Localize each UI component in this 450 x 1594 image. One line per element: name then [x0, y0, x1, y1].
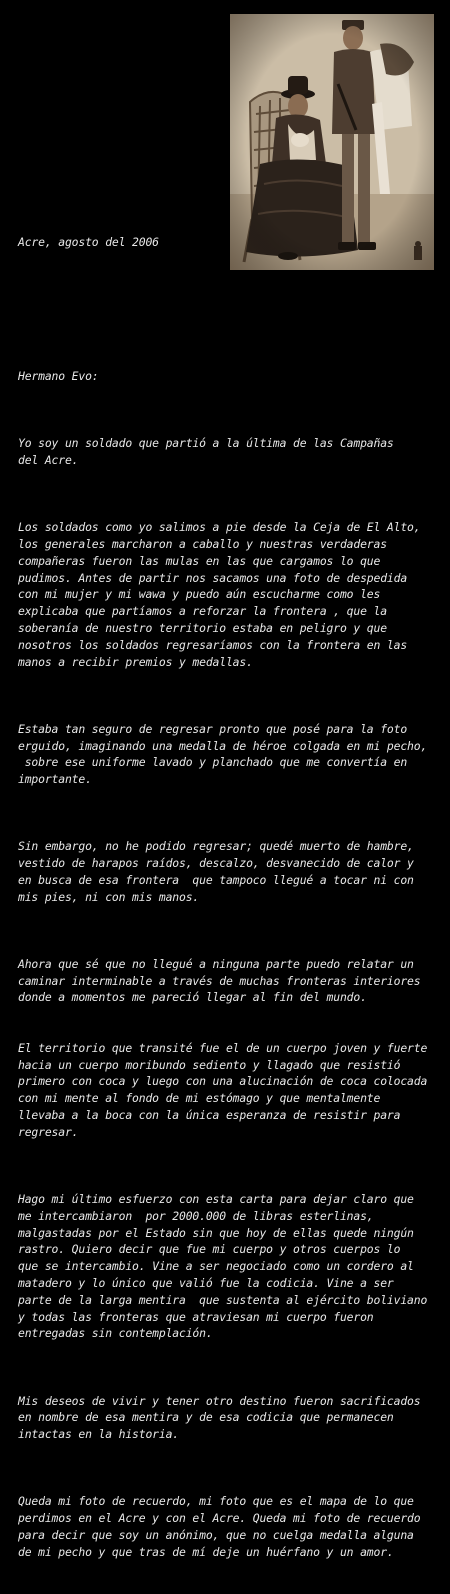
letter-paragraph: Yo soy un soldado que partió a la última de las Campañas del Acre.	[18, 436, 394, 467]
letter-salutation: Hermano Evo:	[18, 368, 99, 383]
letter-paragraph: Mis deseos de vivir y tener otro destino fueron sacrificados en nombre de esa mentira y de esa codicia que permanecen intactas en la historia.	[18, 1393, 421, 1442]
letter-body	[18, 200, 443, 1594]
letter-paragraph: Hago mi último esfuerzo con esta carta para dejar claro que me intercambiaron por 2000.000 de libras esterlinas, malgastadas por el Estado sin que hoy de ellas quede ningún rastro. Quiero decir que fue mi cuerpo y otros cuerpos lo que se intercambio. Vine a ser negociado como un cordero al matadero y lo único que valió fue la codicia. Vine a ser parte de la larga mentira que sustenta al ejército boliviano y todas las fronteras que atraviesan mi cuerpo fueron entregadas sin contemplación.	[18, 1192, 428, 1341]
letter-paragraph: Sin embargo, no he podido regresar; quedé muerto de hambre, vestido de harapos raídos, descalzo, desvanecido de calor y en busca de esa frontera que tampoco llegué a tocar ni con mis pies, ni con mis manos.	[18, 839, 414, 904]
letter-place-date: Acre, agosto del 2006	[18, 234, 159, 249]
letter-paragraph: El territorio que transité fue el de un cuerpo joven y fuerte hacia un cuerpo moribundo sediento y llagado que resistió primero con coca y luego con una alucinación de coca colocada con mi mente al fondo de mi estómago y que mentalmente llevaba a la boca con la única esperanza de resistir para regresar.	[18, 1040, 428, 1139]
letter-paragraph: Estaba tan seguro de regresar pronto que posé para la foto erguido, imaginando una medalla de héroe colgada en mi pecho, sobre ese uniforme lavado y planchado que me convertía en importante.	[18, 721, 428, 787]
letter-spacer	[18, 301, 443, 335]
letter-paragraph: Los soldados como yo salimos a pie desde la Ceja de El Alto, los generales marcharon a caballo y nuestras verdaderas compañeras fueron las mulas en las que cargamos lo que pudimos. Antes de partir nos sacamos una foto de despedida con mi mujer y mi wawa y puedo aún escucharme como les explicaba que partíamos a reforzar la frontera , que la soberanía de nuestro territorio estaba en peligro y que nosotros los soldados regresaríamos con la frontera en las manos a recibir premios y medallas.	[18, 520, 421, 669]
letter-paragraph: Queda mi foto de recuerdo, mi foto que es el mapa de lo que perdimos en el Acre y con el Acre. Queda mi foto de recuerdo para decir que soy un anónimo, que no cuelga medalla alguna de mi pecho y que tras de mí deje un huérfano y un amor.	[18, 1494, 421, 1559]
letter-paragraph: Ahora que sé que no llegué a ninguna parte puedo relatar un caminar interminable a través de muchas fronteras interiores donde a momentos me pareció llegar al fin del mundo.	[18, 956, 421, 1005]
